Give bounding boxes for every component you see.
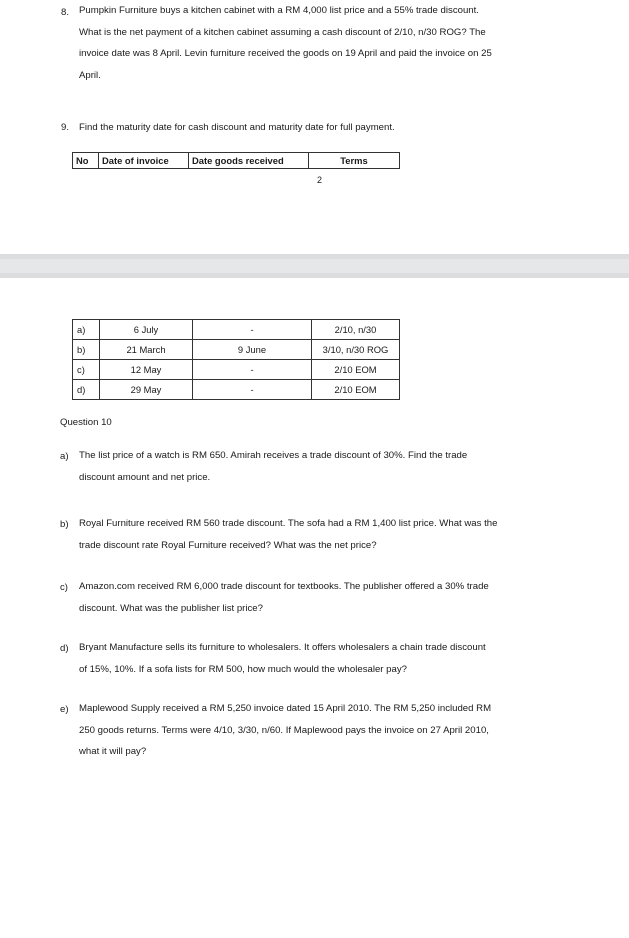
- question-10b-label: b): [60, 519, 69, 530]
- table-row: a) 6 July - 2/10, n/30: [73, 320, 400, 340]
- question-8-line: invoice date was 8 April. Levin furniture received the goods on 19 April and paid the invoice on 25: [79, 48, 492, 59]
- page-break: [0, 254, 629, 278]
- question-10-title: Question 10: [60, 417, 112, 428]
- page-number: 2: [317, 175, 323, 185]
- question-9-text: Find the maturity date for cash discount and maturity date for full payment.: [79, 122, 395, 133]
- header-terms: Terms: [309, 153, 400, 169]
- question-9-data-table: [72, 319, 400, 400]
- table-row: c) 12 May - 2/10 EOM: [73, 360, 400, 380]
- question-10a-label: a): [60, 451, 69, 462]
- question-10c-label: c): [60, 582, 68, 593]
- question-8-number: 8.: [61, 7, 70, 18]
- table-row: d) 29 May - 2/10 EOM: [73, 380, 400, 400]
- question-8-line: Pumpkin Furniture buys a kitchen cabinet with a RM 4,000 list price and a 55% trade discount.: [79, 5, 479, 16]
- question-10b-text: Royal Furniture received RM 560 trade discount. The sofa had a RM 1,400 list price. What was the trade discount rate Royal Furniture received? What was the net price?: [79, 518, 498, 551]
- question-8-text: [79, 0, 599, 86]
- question-8-line: What is the net payment of a kitchen cabinet assuming a cash discount of 2/10, n/30 ROG? The: [79, 26, 486, 38]
- question-10a-text: The list price of a watch is RM 650. Amirah receives a trade discount of 30%. Find the trade discount amount and net price.: [79, 450, 468, 483]
- question-10c-text: Amazon.com received RM 6,000 trade discount for textbooks. The publisher offered a 30% trade discount. What was the publisher list price?: [79, 581, 489, 614]
- question-10d-label: d): [60, 643, 69, 654]
- question-8-line: April.: [79, 69, 101, 81]
- question-10e-text: Maplewood Supply received a RM 5,250 invoice dated 15 April 2010. The RM 5,250 included RM 250 goods returns. Terms were 4/10, 3/30, n/60. If Maplewood pays the invoice on 27 April 2010, what it will pay?: [79, 703, 492, 757]
- header-date-goods-received: Date goods received: [189, 153, 309, 169]
- question-9-header-table: [72, 152, 400, 169]
- header-date-of-invoice: Date of invoice: [99, 153, 189, 169]
- table-row: b) 21 March 9 June 3/10, n/30 ROG: [73, 340, 400, 360]
- header-no: No: [73, 153, 99, 169]
- question-10e-label: e): [60, 704, 69, 715]
- question-10d-text: Bryant Manufacture sells its furniture to wholesalers. It offers wholesalers a chain trade discount of 15%, 10%. If a sofa lists for RM 500, how much would the wholesaler pay?: [79, 642, 486, 675]
- question-9-number: 9.: [61, 122, 70, 133]
